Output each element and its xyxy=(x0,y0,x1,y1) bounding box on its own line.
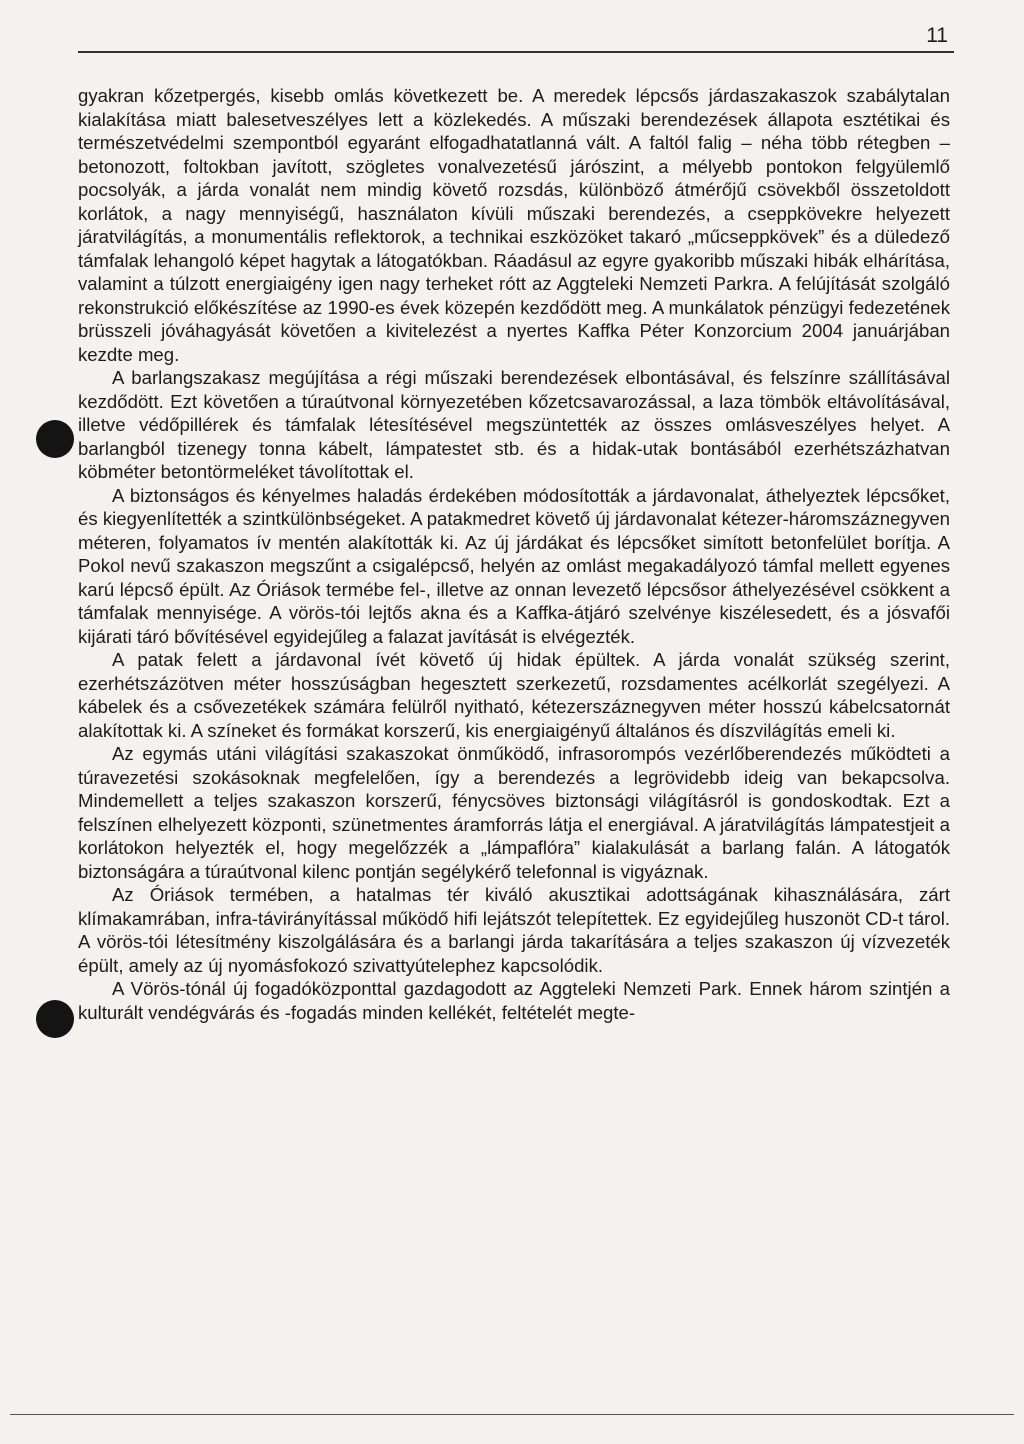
body-text xyxy=(78,84,950,1024)
paragraph: Az Óriások termében, a hatalmas tér kiváló akusztikai adottságának kihasználására, zárt klímakamrában, infra-távirányítással működő hifi lejátszót telepítettek. Ez egyidejűleg huszonöt CD-t tárol. A vörös-tói létesítmény kiszolgálására és a barlangi járda takarítására a teljes szakaszon új vízvezeték épült, amely az új nyomásfokozó szivattyútelephez kapcsolódik. xyxy=(78,884,950,976)
paragraph: Az egymás utáni világítási szakaszokat önműködő, infrasorompós vezérlőberendezés működteti a túravezetési szokásoknak megfelelően, így a berendezés a legrövidebb ideig van bekapcsolva. Mindemellett a teljes szakaszon korszerű, fénycsöves biztonsági világításról is gondoskodtak. Ezt a felszínen elhelyezett központi, szünetmentes áramforrás látja el energiával. A járatvilágítás lámpatestjeit a korlátokon helyezték el, hogy megelőzzék a „lámpaflóra” kialakulását a barlang falán. A látogatók biztonságára a túraútvonal kilenc pontján segélykérő telefonnal is vigyáznak. xyxy=(78,743,950,882)
paragraph: A biztonságos és kényelmes haladás érdekében módosították a járdavonalat, áthelyeztek lépcsőket, és kiegyenlítették a szintkülönbségeket. A patakmedret követő új járdavonalat kétezer-háromszáznegyven méteren, folyamatos ív mentén alakították ki. Az új járdákat és lépcsőket simított betonfelület borítja. A Pokol nevű szakaszon megszűnt a csigalépcső, helyén az omlást megakadályozó támfal mellett egyenes karú lépcső épült. Az Óriások termébe fel-, illetve az onnan levezető lépcsősor áthelyezésével csökkent a támfalak mennyisége. A vörös-tói lejtős akna és a Kaffka-átjáró szelvénye kiszélesedett, és a jósvafői kijárati táró bővítésével egyidejűleg a falazat javítását is elvégezték. xyxy=(78,484,950,647)
header-rule xyxy=(78,51,954,53)
punch-hole xyxy=(36,420,74,458)
paragraph: gyakran kőzetpergés, kisebb omlás következett be. A meredek lépcsős járdaszakaszok szabálytalan kialakítása miatt balesetveszélyes lett a közlekedés. A műszaki berendezések állapota esztétikai és természetvédelmi szempontból egyaránt elfogadhatatlanná vált. A faltól falig – néha több rétegben – betonozott, foltokban javított, szögletes vonalvezetésű járószint, a mélyebb pontokon felgyülemlő pocsolyák, a járda vonalát nem mindig követő rozsdás, különböző átmérőjű csövekből összetoldott korlátok, a nagy mennyiségű, használaton kívüli műszaki berendezés, a cseppkövekre helyezett járatvilágítás, a monumentális reflektorok, a technikai eszközöket takaró „műcseppkövek” és a düledező támfalak lehangoló képet hagytak a látogatókban. Ráadásul az egyre gyakoribb műszaki hibák elhárítása, valamint a túlzott energiaigény igen nagy terheket rótt az Aggteleki Nemzeti Parkra. A felújítását szolgáló rekonstrukció előkészítése az 1990-es évek közepén kezdődött meg. A munkálatok pénzügyi fedezetének brüsszeli jóváhagyását követően a kivitelezést a nyertes Kaffka Péter Konzorcium 2004 januárjában kezdte meg. xyxy=(78,85,950,365)
footer-rule xyxy=(10,1414,1014,1415)
paragraph: A barlangszakasz megújítása a régi műszaki berendezések elbontásával, és felszínre szállításával kezdődött. Ezt követően a túraútvonal környezetében kőzetcsavarozással, a laza tömbök eltávolításával, illetve védőpillérek és támfalak létesítésével megszüntették az összes omlásveszélyes helyet. A barlangból tizenegy tonna kábelt, lámpatestet stb. és a hidak-utak bontásából ezerhétszázhatvan köbméter betontörmeléket távolítottak el. xyxy=(78,367,950,482)
page-number: 11 xyxy=(926,24,948,47)
paragraph: A Vörös-tónál új fogadóközponttal gazdagodott az Aggteleki Nemzeti Park. Ennek három szintjén a kulturált vendégvárás és -fogadás minden kellékét, feltételét megte- xyxy=(78,978,950,1023)
punch-hole xyxy=(36,1000,74,1038)
paragraph: A patak felett a járdavonal ívét követő új hidak épültek. A járda vonalát szükség szerint, ezerhétszázötven méter hosszúságban hegesztett szerkezetű, rozsdamentes acélkorlát szegélyezi. A kábelek és a csővezetékek számára felülről nyitható, kétezerszáznegyven méter hosszú kábelcsatornát alakítottak ki. A színeket és formákat korszerű, kis energiaigényű általános és díszvilágítás emeli ki. xyxy=(78,649,950,741)
